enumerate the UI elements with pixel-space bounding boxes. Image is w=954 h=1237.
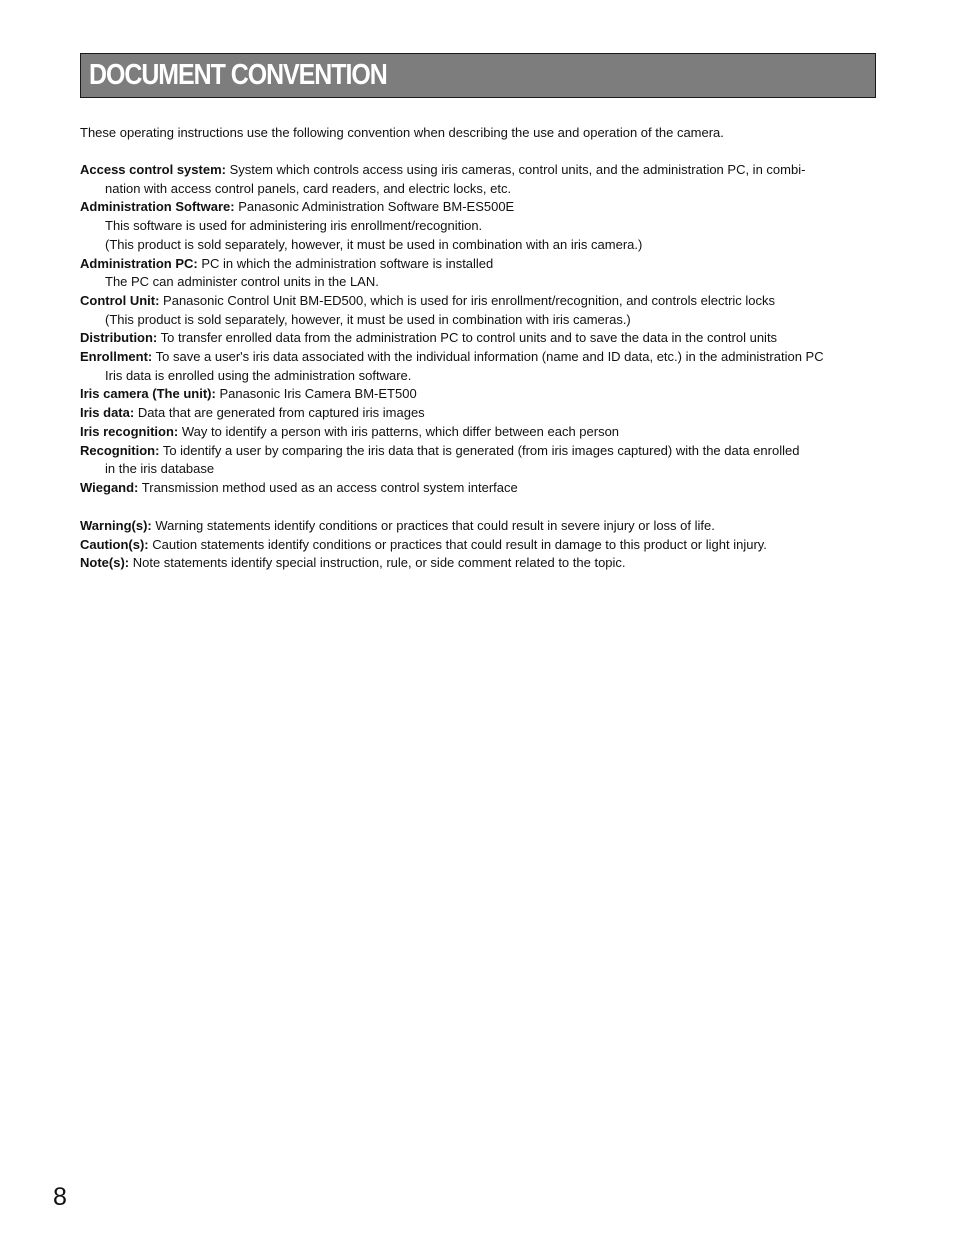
definition-text: To identify a user by comparing the iris data that is generated (from iris images captured) with the data enrolled (162, 442, 800, 458)
definition-entry (80, 385, 876, 404)
definition-text: Data that are generated from captured iris images (137, 405, 425, 421)
definition-text: PC in which the administration software is installed (201, 255, 494, 271)
definition-term: Iris data: (80, 405, 135, 421)
definition-entry (80, 292, 876, 311)
definition-term: Control Unit: (80, 292, 160, 308)
section-title-bar (80, 53, 876, 98)
definition-entry (80, 348, 876, 367)
definition-term: Enrollment: (80, 349, 153, 365)
definition-continuation: (This product is sold separately, however, it must be used in combination with an iris camera.) (105, 236, 643, 252)
notes-list (80, 517, 876, 573)
definition-term: Administration PC: (80, 255, 198, 271)
note-text: Note statements identify special instruction, rule, or side comment related to the topic. (132, 555, 626, 571)
definition-text: To save a user's iris data associated with the individual information (name and ID data, etc.) in the administration PC (155, 349, 824, 365)
definition-text: Way to identify a person with iris patterns, which differ between each person (181, 423, 620, 439)
note-text: Warning statements identify conditions or practices that could result in severe injury or loss of life. (155, 518, 715, 533)
page-title: DOCUMENT CONVENTION (89, 59, 387, 91)
definition-list (80, 161, 876, 498)
definition-term: Iris camera (The unit): (80, 386, 216, 402)
page-number: 8 (53, 1183, 67, 1211)
definition-continuation: Iris data is enrolled using the administration software. (105, 367, 412, 383)
definition-text: Transmission method used as an access control system interface (141, 479, 518, 495)
definition-entry (80, 404, 876, 423)
definition-entry (80, 442, 876, 461)
definition-continuation: This software is used for administering iris enrollment/recognition. (105, 218, 483, 234)
note-term: Warning(s): (80, 518, 152, 533)
definition-term: Distribution: (80, 330, 158, 346)
definition-text: System which controls access using iris cameras, control units, and the administration PC, in combi- (229, 162, 806, 177)
definition-entry (80, 161, 876, 180)
note-entry (80, 517, 876, 536)
definition-term: Recognition: (80, 442, 160, 458)
note-term: Note(s): (80, 555, 130, 571)
definition-term: Administration Software: (80, 199, 235, 215)
definition-entry (80, 423, 876, 442)
definition-term: Wiegand: (80, 479, 139, 495)
note-entry (80, 554, 876, 573)
definition-term: Iris recognition: (80, 423, 179, 439)
note-entry (80, 536, 876, 555)
definition-text: Panasonic Administration Software BM-ES500E (238, 199, 515, 215)
note-term: Caution(s): (80, 536, 149, 552)
note-text: Caution statements identify conditions or practices that could result in damage to this product or light injury. (152, 536, 767, 552)
definition-entry (80, 198, 876, 217)
intro-paragraph: These operating instructions use the following convention when describing the use and operation of the camera. (80, 125, 724, 140)
definition-continuation: nation with access control panels, card readers, and electric locks, etc. (105, 180, 512, 196)
definition-entry (80, 255, 876, 274)
definition-text: Panasonic Iris Camera BM-ET500 (219, 386, 417, 402)
definition-term: Access control system: (80, 162, 226, 177)
definition-continuation: in the iris database (105, 461, 215, 477)
definition-continuation: The PC can administer control units in the LAN. (105, 274, 379, 290)
definition-continuation: (This product is sold separately, however, it must be used in combination with iris cameras.) (105, 311, 631, 327)
definition-text: To transfer enrolled data from the administration PC to control units and to save the data in the control units (160, 330, 778, 346)
definition-text: Panasonic Control Unit BM-ED500, which is used for iris enrollment/recognition, and controls electric locks (163, 292, 776, 308)
definition-entry (80, 329, 876, 348)
definition-entry (80, 479, 876, 498)
